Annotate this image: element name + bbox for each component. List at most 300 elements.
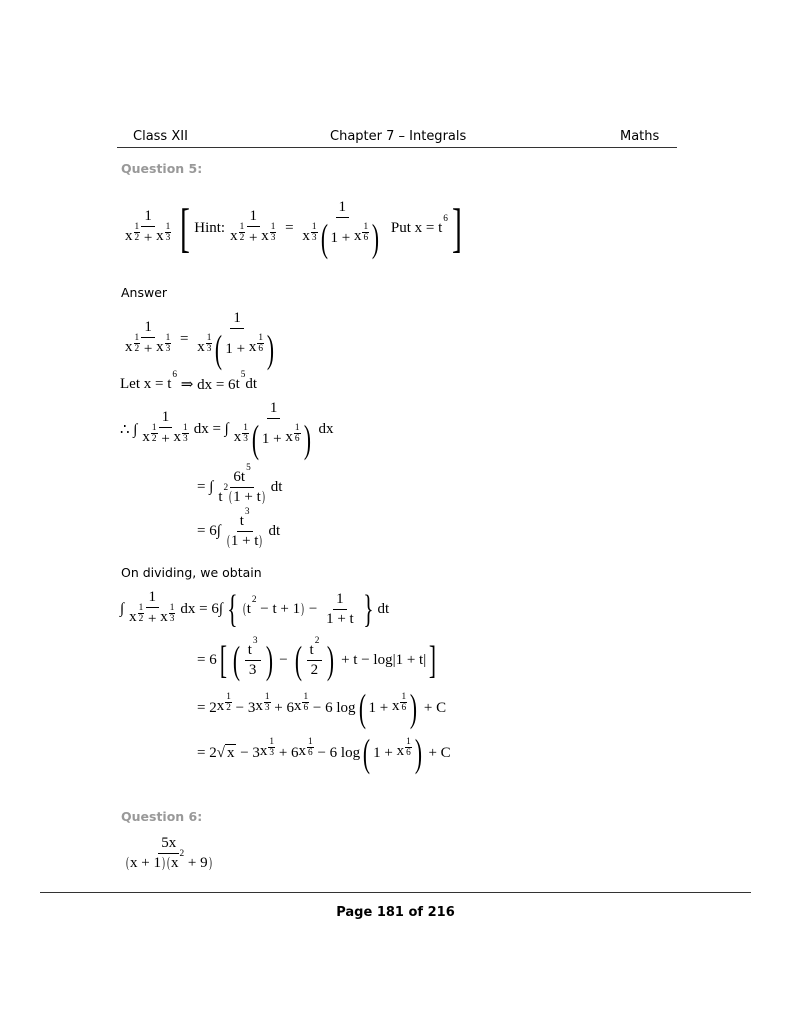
math-text: 2 — [134, 343, 140, 354]
exponent — [172, 370, 177, 380]
exponent — [225, 692, 232, 713]
numerator — [264, 692, 271, 703]
math-text: 1 — [406, 736, 411, 747]
math-text: + — [245, 229, 262, 246]
math-text: dt — [245, 375, 258, 392]
math-text: 1 — [134, 332, 140, 343]
close-bracket: ) — [259, 532, 263, 549]
denominator — [231, 419, 317, 459]
numerator — [307, 635, 323, 661]
denominator — [126, 602, 178, 630]
exponent — [138, 603, 145, 624]
math-text: 1 — [183, 422, 188, 433]
question-5-title: Question 5: — [121, 161, 203, 176]
math-text: Let x = — [120, 375, 168, 392]
fraction — [126, 589, 178, 630]
math-text: x — [259, 742, 268, 759]
math-text: dx = 6∫ — [180, 600, 223, 617]
math-text: 1 — [270, 221, 276, 232]
denominator — [215, 482, 268, 506]
close-bracket: ) — [261, 488, 265, 505]
math-text: − 6 log — [309, 699, 356, 716]
question-6-title: Question 6: — [121, 809, 203, 824]
fraction — [294, 423, 301, 444]
bracket-group — [217, 635, 440, 682]
math-text: 2 — [179, 848, 185, 859]
exponent — [264, 692, 271, 713]
header-chapter: Chapter 7 – Integrals — [330, 129, 467, 144]
fraction — [165, 333, 172, 354]
math-text: x — [142, 428, 150, 445]
exponent — [268, 737, 275, 758]
denominator — [227, 221, 279, 249]
math-text: 6 — [308, 747, 313, 758]
fraction — [225, 692, 232, 713]
math-text: − — [275, 651, 292, 668]
open-bracket: ( — [232, 638, 240, 682]
power — [142, 422, 157, 450]
math-text: + C — [420, 699, 447, 716]
power — [293, 691, 309, 719]
header-divider — [117, 147, 677, 148]
math-text: 6 — [363, 232, 369, 243]
exponent — [307, 737, 314, 758]
power — [353, 221, 369, 249]
numerator — [225, 692, 232, 703]
math-text: 2 — [138, 613, 144, 624]
close-bracket: ) — [162, 854, 165, 871]
math-text: dx = ∫ — [193, 420, 229, 437]
numerator — [400, 692, 407, 703]
math-text: 1 + — [261, 430, 286, 447]
denominator — [134, 344, 141, 354]
question-6-expression — [120, 830, 218, 876]
close-bracket: ] — [429, 638, 437, 682]
numerator — [169, 603, 176, 614]
math-text: x — [261, 227, 269, 244]
denominator — [225, 703, 232, 713]
math-text: 3 — [165, 232, 171, 243]
power — [170, 848, 185, 872]
power — [125, 332, 140, 360]
exponent — [257, 333, 264, 354]
denominator — [405, 748, 412, 758]
fraction — [245, 635, 261, 679]
bracket-group — [360, 731, 425, 775]
math-text: 1 + — [373, 744, 397, 761]
result-step-3 — [197, 688, 446, 728]
fraction — [242, 423, 249, 444]
bracket-group — [242, 594, 305, 618]
exponent — [206, 333, 213, 354]
open-bracket: [ — [180, 198, 191, 258]
open-bracket: ( — [294, 638, 302, 682]
math-text: 6 — [294, 433, 300, 444]
math-text: 1 — [165, 332, 171, 343]
fraction — [400, 692, 407, 713]
math-text: 1 — [308, 736, 313, 747]
numerator — [270, 222, 277, 233]
power — [259, 736, 275, 764]
denominator — [270, 233, 277, 243]
power — [218, 482, 229, 506]
math-text: 1 — [249, 207, 257, 224]
numerator — [146, 589, 160, 608]
denominator — [122, 332, 174, 360]
close-bracket: ) — [266, 327, 275, 371]
math-group — [197, 462, 283, 506]
fraction — [122, 208, 174, 249]
math-text: t — [246, 600, 251, 617]
close-bracket: ) — [265, 638, 273, 682]
math-text: t — [235, 375, 240, 392]
numerator — [182, 423, 189, 434]
math-text: + — [140, 340, 157, 357]
math-text: dt — [268, 522, 281, 539]
math-text: + — [157, 430, 174, 447]
math-group — [197, 635, 439, 682]
math-text: t — [438, 219, 443, 236]
numerator — [230, 310, 244, 329]
math-text: 1 — [239, 221, 245, 232]
math-text: x + 1 — [130, 854, 161, 871]
denominator — [206, 344, 213, 354]
power — [216, 691, 232, 719]
exponent — [224, 483, 229, 493]
math-text: 3 — [264, 702, 270, 713]
math-group — [197, 686, 447, 730]
fraction — [405, 737, 412, 758]
math-text: 1 — [303, 691, 309, 702]
math-group — [230, 221, 276, 249]
exponent — [239, 222, 246, 243]
fraction — [206, 333, 213, 354]
math-text: ⇒ dx = 6 — [177, 376, 236, 393]
math-text: 2 — [226, 702, 231, 713]
math-text: 1 — [169, 602, 175, 613]
fraction — [182, 423, 189, 444]
math-group — [125, 332, 171, 360]
math-text: 1 — [243, 422, 248, 433]
answer-step-3 — [120, 398, 334, 460]
result-step-4 — [197, 733, 451, 773]
numerator — [242, 423, 249, 434]
exponent — [362, 222, 369, 243]
numerator — [237, 506, 253, 532]
fraction — [122, 835, 216, 872]
math-text: x — [233, 428, 242, 445]
header-subject: Maths — [620, 129, 660, 144]
denominator — [194, 329, 280, 369]
denominator — [165, 233, 172, 243]
exponent — [302, 692, 309, 713]
numerator — [230, 462, 253, 488]
numerator — [405, 737, 412, 748]
numerator — [165, 333, 172, 344]
math-text: 6 — [406, 747, 411, 758]
math-text: t — [239, 512, 244, 529]
math-group — [120, 199, 466, 258]
math-text: t — [218, 488, 223, 505]
math-text: dx — [318, 420, 334, 437]
fraction — [134, 222, 141, 243]
fraction — [307, 737, 314, 758]
denominator — [151, 434, 158, 444]
math-text: + — [144, 610, 161, 627]
math-text: 3 — [206, 343, 212, 354]
math-text: 2 — [310, 661, 319, 678]
power — [156, 332, 171, 360]
math-group — [129, 602, 175, 630]
denominator — [122, 221, 174, 249]
math-text: 3 — [252, 635, 258, 646]
answer-step-4 — [197, 462, 283, 508]
numerator — [134, 333, 141, 344]
bracket-group — [223, 587, 378, 631]
math-text: + — [140, 229, 157, 246]
numerator — [333, 591, 347, 610]
bracket-group — [318, 216, 383, 260]
math-text: 2 — [251, 594, 257, 605]
math-text: 1 — [269, 399, 278, 416]
numerator — [302, 692, 309, 703]
math-text: = — [281, 219, 298, 236]
open-bracket: ( — [167, 854, 170, 871]
exponent — [151, 423, 158, 444]
math-text: 3 — [244, 506, 250, 517]
denominator — [246, 661, 260, 679]
numerator — [311, 222, 318, 233]
math-text: 6 — [233, 468, 241, 485]
math-text: 3 — [270, 232, 276, 243]
fraction — [264, 692, 271, 713]
numerator — [307, 737, 314, 748]
math-text: 2 — [134, 232, 140, 243]
math-text: = 6∫ — [197, 522, 221, 539]
exponent — [294, 423, 301, 444]
bracket-group — [125, 855, 166, 872]
math-group — [233, 462, 251, 486]
open-bracket: ( — [229, 488, 233, 505]
page-number: Page 181 of 216 — [336, 905, 455, 920]
exponent — [246, 463, 251, 473]
math-text: x — [156, 338, 164, 355]
math-text: 1 — [151, 422, 157, 433]
denominator — [307, 748, 314, 758]
power — [160, 602, 175, 630]
denominator — [268, 748, 275, 758]
fraction — [122, 319, 174, 360]
close-bracket: ) — [414, 731, 422, 775]
exponent — [252, 595, 257, 605]
open-bracket: ( — [363, 731, 371, 775]
math-text: 1 — [138, 602, 144, 613]
math-text: Put x = — [387, 219, 439, 236]
math-text: 1 — [233, 309, 241, 326]
fraction — [299, 199, 385, 258]
bracket-group — [292, 635, 338, 682]
footer-divider — [40, 892, 751, 893]
math-text: 3 — [183, 433, 188, 444]
radical-sign: √ — [216, 745, 225, 761]
denominator — [308, 661, 322, 679]
math-text: = ∫ — [197, 478, 214, 495]
math-text: 2 — [239, 232, 245, 243]
math-text: x — [396, 742, 405, 759]
math-text: 3 — [165, 343, 171, 354]
math-text: 5 — [246, 462, 251, 473]
fraction — [223, 506, 267, 550]
math-text: x — [353, 227, 362, 244]
power — [246, 594, 257, 618]
math-text: x — [226, 745, 235, 761]
math-text: dt — [270, 478, 283, 495]
math-text: 1 — [165, 221, 171, 232]
fraction — [268, 737, 275, 758]
math-text: 1 — [258, 332, 264, 343]
fraction — [231, 400, 317, 459]
exponent — [405, 737, 412, 758]
exponent — [165, 333, 172, 354]
fraction — [307, 635, 323, 679]
math-text: 3 — [243, 433, 248, 444]
fraction — [257, 333, 264, 354]
question-5-expression — [120, 182, 466, 274]
math-text: 1 — [336, 590, 344, 607]
math-text: = 2 — [197, 699, 217, 716]
exponent — [315, 636, 320, 646]
fraction — [302, 692, 309, 713]
power — [129, 602, 144, 630]
numerator — [134, 222, 141, 233]
open-bracket: ( — [226, 532, 230, 549]
result-step-1 — [120, 584, 389, 634]
denominator — [223, 532, 267, 550]
math-text: 1 — [401, 691, 407, 702]
math-text: 3 — [311, 232, 317, 243]
power — [233, 422, 249, 450]
math-text: − 3 — [236, 744, 260, 761]
math-text: = 2 — [197, 744, 217, 761]
power — [285, 422, 300, 450]
math-group — [125, 848, 213, 872]
math-text: x — [129, 608, 137, 625]
denominator — [362, 233, 369, 243]
open-bracket: ( — [320, 216, 328, 260]
denominator — [400, 703, 407, 713]
answer-label: Answer — [121, 285, 168, 300]
exponent — [165, 222, 172, 243]
math-text: = 6 — [197, 651, 217, 668]
open-bracket: { — [227, 587, 238, 631]
math-text: + t − log|1 + t| — [337, 651, 427, 668]
power — [255, 691, 270, 719]
denominator — [299, 218, 385, 258]
math-text: 5x — [161, 834, 177, 851]
open-bracket: ( — [242, 600, 246, 617]
math-text: x — [156, 227, 164, 244]
math-text: 1 + t — [230, 532, 259, 549]
math-group — [120, 400, 334, 459]
math-text: t — [247, 641, 252, 658]
math-text: + 6 — [270, 699, 294, 716]
close-bracket: ) — [303, 417, 311, 461]
header-class: Class XII — [133, 129, 188, 144]
math-text: 6 — [303, 702, 309, 713]
power — [248, 332, 264, 360]
open-bracket: ( — [251, 417, 259, 461]
math-group — [197, 506, 281, 550]
math-group — [142, 422, 188, 450]
math-group — [120, 369, 258, 394]
denominator — [257, 344, 264, 354]
math-text: t — [240, 468, 246, 485]
math-text: 1 — [144, 207, 152, 224]
math-text: 6 — [172, 369, 178, 380]
exponent — [253, 636, 258, 646]
power — [156, 221, 171, 249]
math-text: Hint: — [194, 219, 226, 236]
power — [298, 736, 314, 764]
numerator — [268, 737, 275, 748]
numerator — [247, 208, 261, 227]
math-text: ∴ ∫ — [120, 421, 138, 438]
math-text: x — [160, 608, 168, 625]
fraction — [194, 310, 280, 369]
power — [240, 462, 251, 486]
denominator — [302, 703, 309, 713]
math-text: 1 + — [368, 699, 392, 716]
math-text: x — [170, 854, 179, 871]
math-text: x — [285, 428, 293, 445]
denominator — [122, 848, 216, 872]
close-bracket: ) — [208, 854, 212, 871]
math-group — [120, 310, 282, 369]
power — [438, 213, 448, 237]
power — [261, 221, 276, 249]
math-text: 1 — [311, 221, 317, 232]
math-text: 1 — [226, 691, 231, 702]
denominator — [169, 614, 176, 624]
power — [125, 221, 140, 249]
math-text: 1 — [338, 198, 346, 215]
math-text: t — [167, 375, 172, 392]
close-bracket: ) — [372, 216, 380, 260]
exponent — [311, 222, 318, 243]
square-root — [217, 744, 237, 762]
close-bracket: ) — [410, 686, 418, 730]
denominator — [264, 703, 271, 713]
power — [235, 369, 246, 393]
math-text: 1 — [363, 221, 369, 232]
fraction — [151, 423, 158, 444]
power — [173, 422, 189, 450]
math-text: dt — [377, 600, 390, 617]
math-group — [233, 417, 314, 461]
math-group — [120, 835, 218, 872]
fraction — [239, 222, 246, 243]
denominator — [134, 233, 141, 243]
denominator — [139, 422, 191, 450]
math-text: x — [125, 338, 133, 355]
math-text: 3 — [169, 613, 175, 624]
open-bracket: ( — [126, 854, 129, 871]
math-text: = — [176, 330, 193, 347]
math-text: x — [302, 227, 310, 244]
numerator — [206, 333, 213, 344]
fraction — [169, 603, 176, 624]
bracket-group — [212, 327, 277, 371]
